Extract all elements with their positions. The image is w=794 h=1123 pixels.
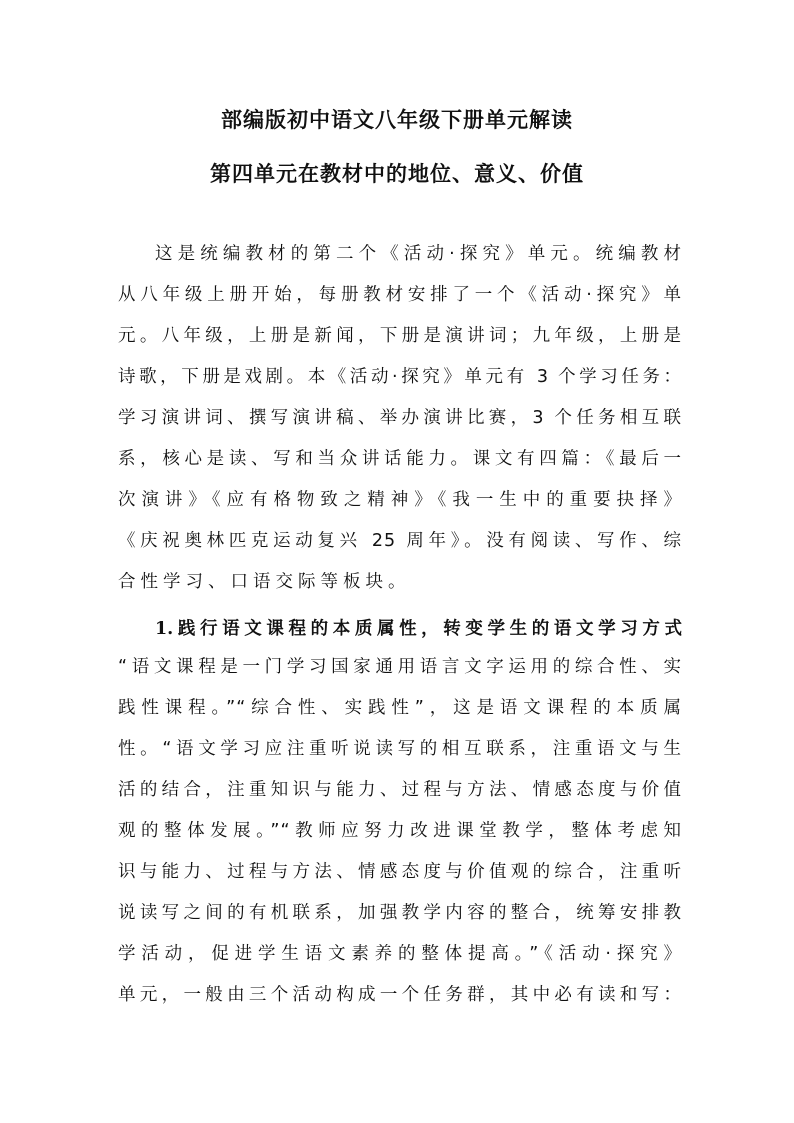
paragraph-line: 学活动，促进学生语文素养的整体提高。”《活动·探究》 bbox=[118, 944, 682, 964]
document-subtitle: 第四单元在教材中的地位、意义、价值 bbox=[210, 161, 584, 186]
document-title: 部编版初中语文八年级下册单元解读 bbox=[221, 107, 573, 132]
paragraph-line: 识与能力、过程与方法、情感态度与价值观的综合，注重听 bbox=[118, 862, 682, 882]
paragraph-line: 从八年级上册开始，每册教材安排了一个《活动·探究》单 bbox=[118, 285, 682, 305]
paragraph-line: 系，核心是读、写和当众讲话能力。课文有四篇：《最后一 bbox=[118, 449, 682, 469]
paragraph-line: 合性学习、口语交际等板块。 bbox=[118, 572, 411, 592]
paragraph-line: 诗歌，下册是戏剧。本《活动·探究》单元有 3 个学习任务： bbox=[118, 367, 682, 387]
paragraph-line: 观的整体发展。”“教师应努力改进课堂教学，整体考虑知 bbox=[118, 821, 682, 841]
paragraph-line: 次演讲》《应有格物致之精神》《我一生中的重要抉择》 bbox=[118, 490, 682, 510]
paragraph-line: 元。八年级，上册是新闻，下册是演讲词；九年级，上册是 bbox=[118, 326, 682, 346]
paragraph-line: 性。“语文学习应注重听说读写的相互联系，注重语文与生 bbox=[118, 739, 682, 759]
paragraph-line: 学习演讲词、撰写演讲稿、举办演讲比赛，3 个任务相互联 bbox=[118, 408, 682, 428]
paragraph-line: 《庆祝奥林匹克运动复兴 25 周年》。没有阅读、写作、综 bbox=[118, 531, 682, 551]
paragraph-line: 单元，一般由三个活动构成一个任务群，其中必有读和写： bbox=[118, 985, 682, 1005]
section-heading: 1.践行语文课程的本质属性，转变学生的语文学习方式 bbox=[155, 619, 682, 639]
paragraph-line: 践性课程。”“综合性、实践性”，这是语文课程的本质属 bbox=[118, 698, 682, 718]
paragraph-line: 活的结合，注重知识与能力、过程与方法、情感态度与价值 bbox=[118, 780, 682, 800]
paragraph-line: “语文课程是一门学习国家通用语言文字运用的综合性、实 bbox=[118, 657, 682, 677]
paragraph-line: 说读写之间的有机联系，加强教学内容的整合，统筹安排教 bbox=[118, 903, 682, 923]
paragraph-line: 这是统编教材的第二个《活动·探究》单元。统编教材 bbox=[155, 244, 682, 264]
